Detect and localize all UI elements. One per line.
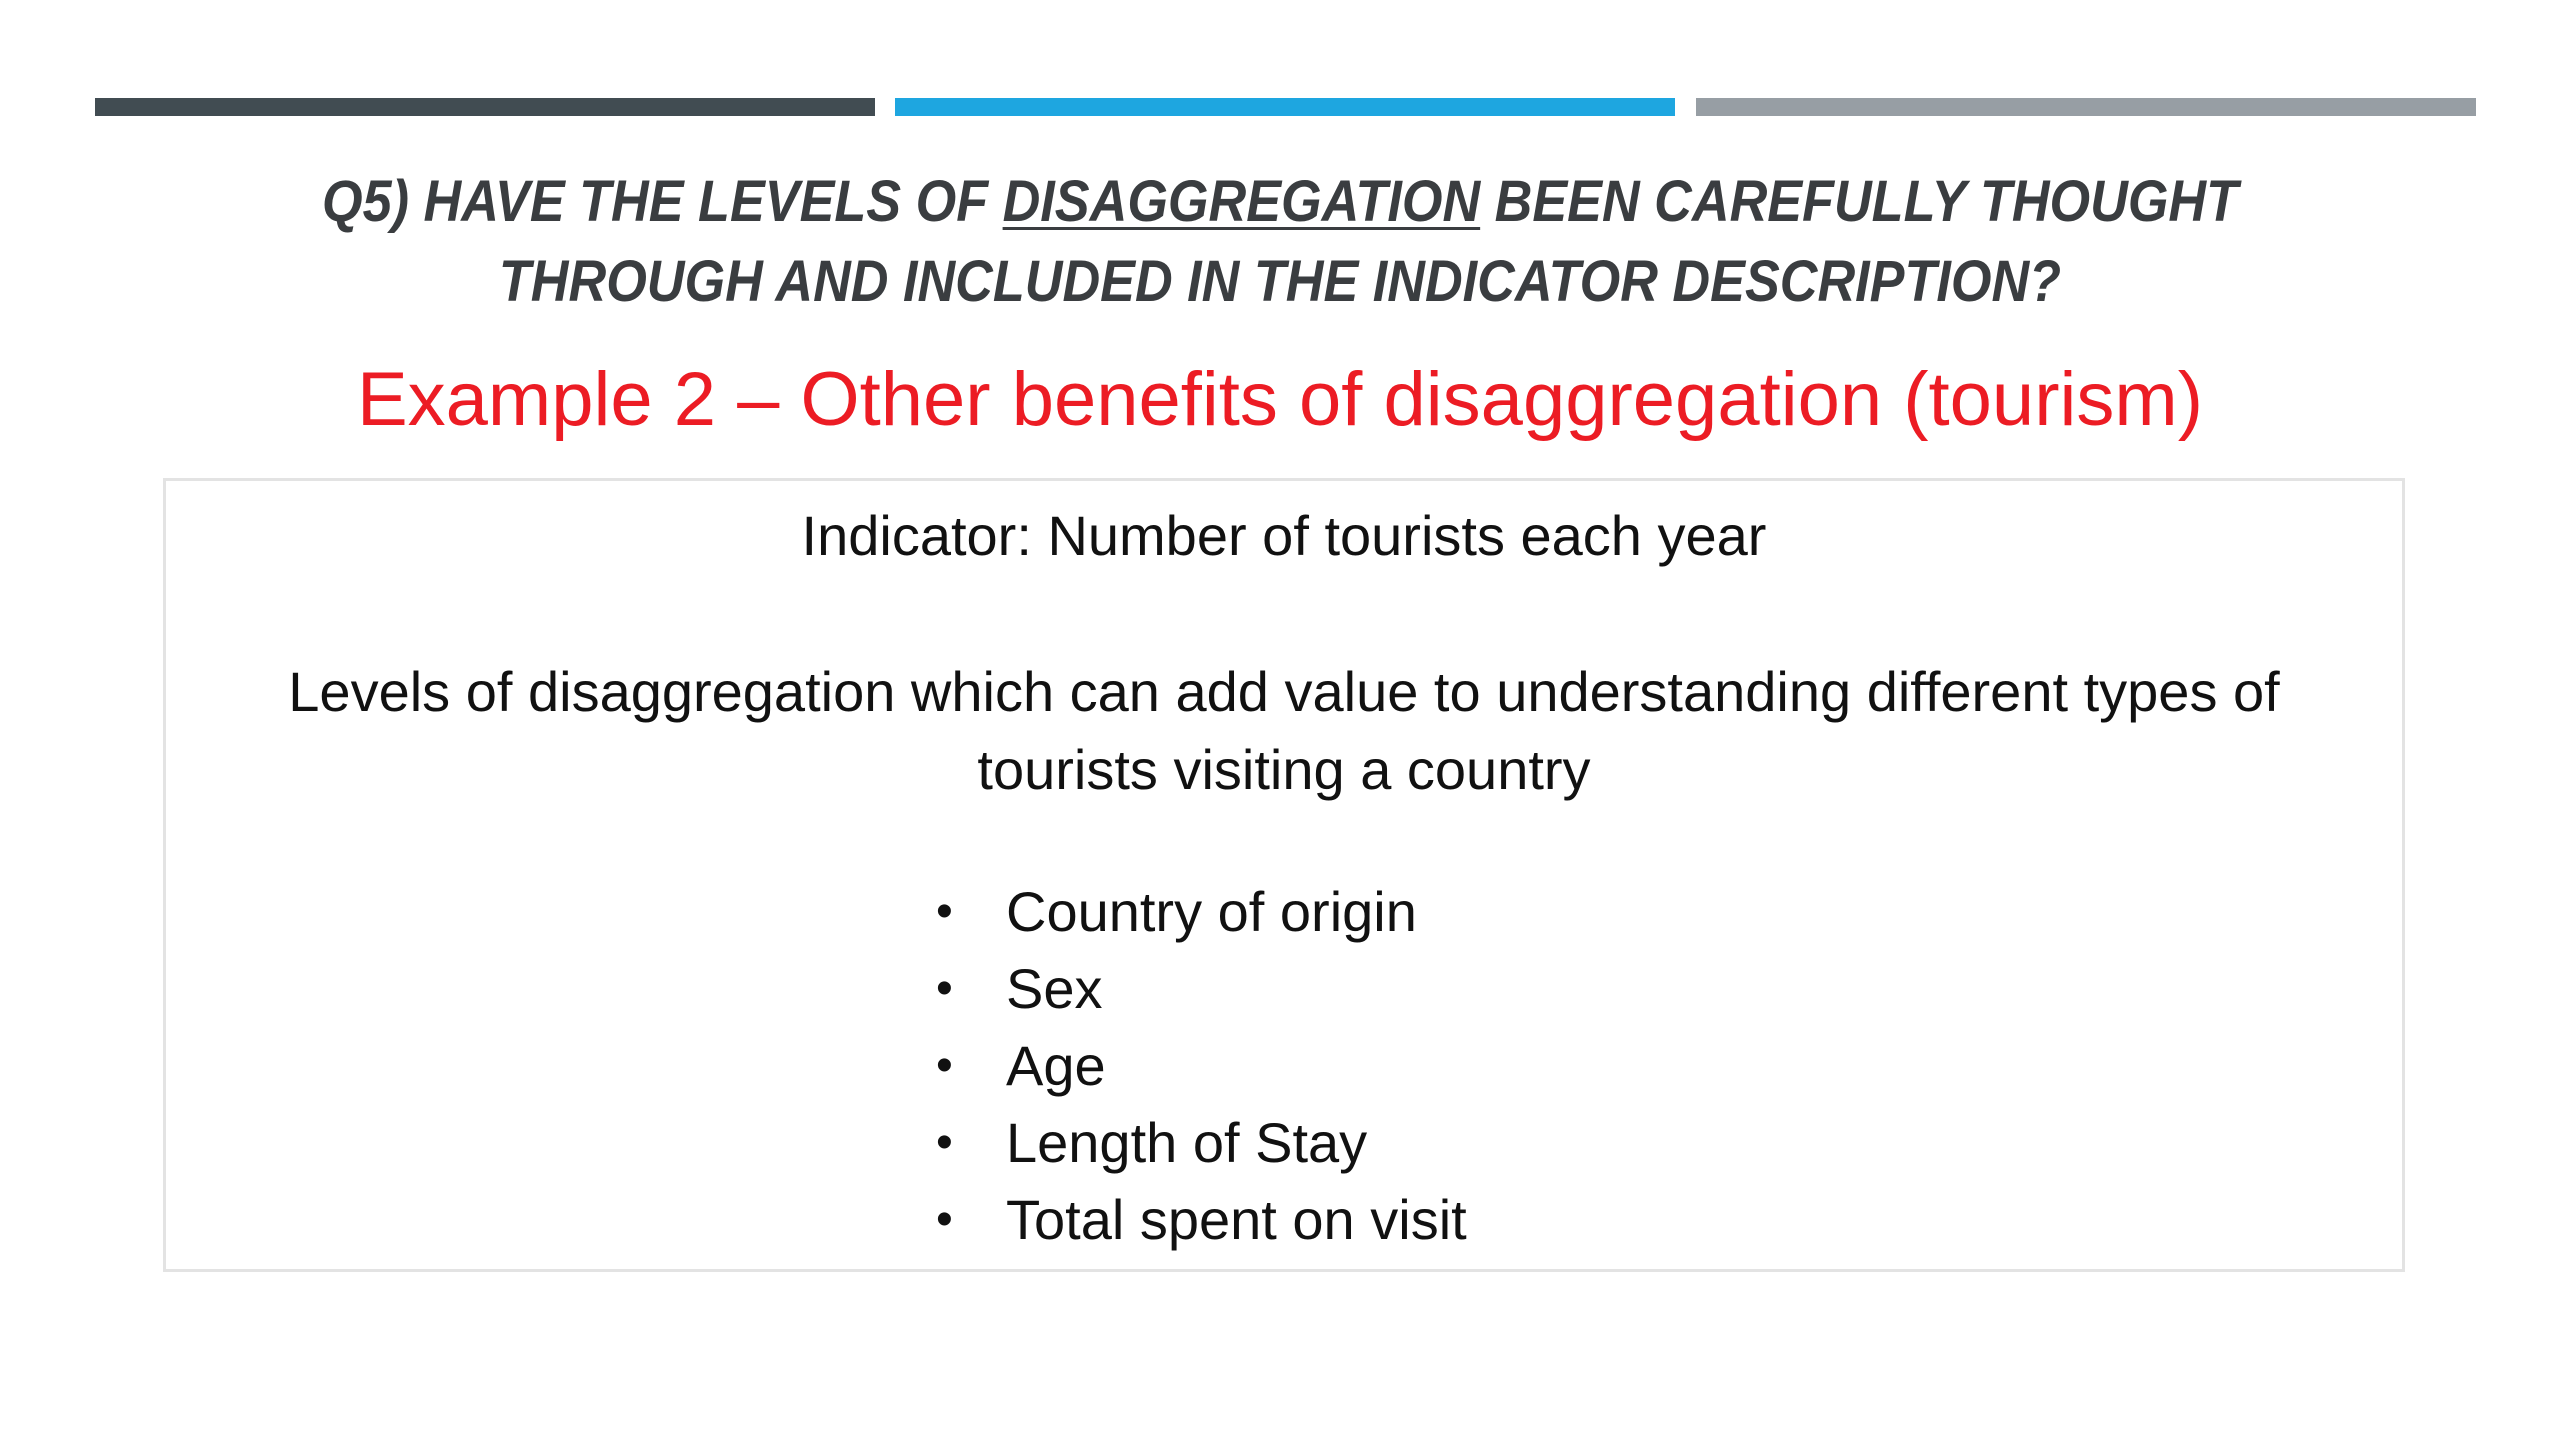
top-bar-dark xyxy=(95,98,875,116)
content-box xyxy=(163,478,2405,1272)
bullet-icon: • xyxy=(936,885,953,938)
slide-heading xyxy=(227,162,2333,322)
bullet-icon: • xyxy=(936,1193,953,1246)
bullet-icon: • xyxy=(936,962,953,1015)
bullet-icon: • xyxy=(936,1116,953,1169)
levels-text xyxy=(186,653,2382,809)
list-item xyxy=(936,1181,1467,1258)
indicator-text: Indicator: Number of tourists each year xyxy=(801,504,1767,567)
top-bar-blue xyxy=(895,98,1675,116)
bullet-icon: • xyxy=(936,1039,953,1092)
list-item xyxy=(936,1027,1467,1104)
list-item-label: Sex xyxy=(1006,957,1103,1020)
list-item xyxy=(936,950,1467,1027)
heading-line2: THROUGH AND INCLUDED IN THE INDICATOR DESCRIPTION? xyxy=(498,249,2062,314)
top-bar-gray xyxy=(1696,98,2476,116)
heading-part1: Q5) HAVE THE LEVELS OF xyxy=(321,169,1003,234)
list-item-label: Length of Stay xyxy=(1006,1111,1368,1174)
levels-line2: tourists visiting a country xyxy=(977,738,1591,801)
list-item-label: Age xyxy=(1006,1034,1106,1097)
disaggregation-list xyxy=(936,873,1467,1258)
list-item-label: Country of origin xyxy=(1006,880,1417,943)
levels-line1: Levels of disaggregation which can add value to understanding different types of xyxy=(288,660,2280,723)
list-item xyxy=(936,873,1467,950)
slide-subtitle: Example 2 – Other benefits of disaggregation (tourism) xyxy=(356,357,2204,442)
heading-underlined-word: DISAGGREGATION xyxy=(1002,169,1481,234)
list-item xyxy=(936,1104,1467,1181)
list-item-label: Total spent on visit xyxy=(1006,1188,1467,1251)
heading-part2: BEEN CAREFULLY THOUGHT xyxy=(1480,169,2239,234)
